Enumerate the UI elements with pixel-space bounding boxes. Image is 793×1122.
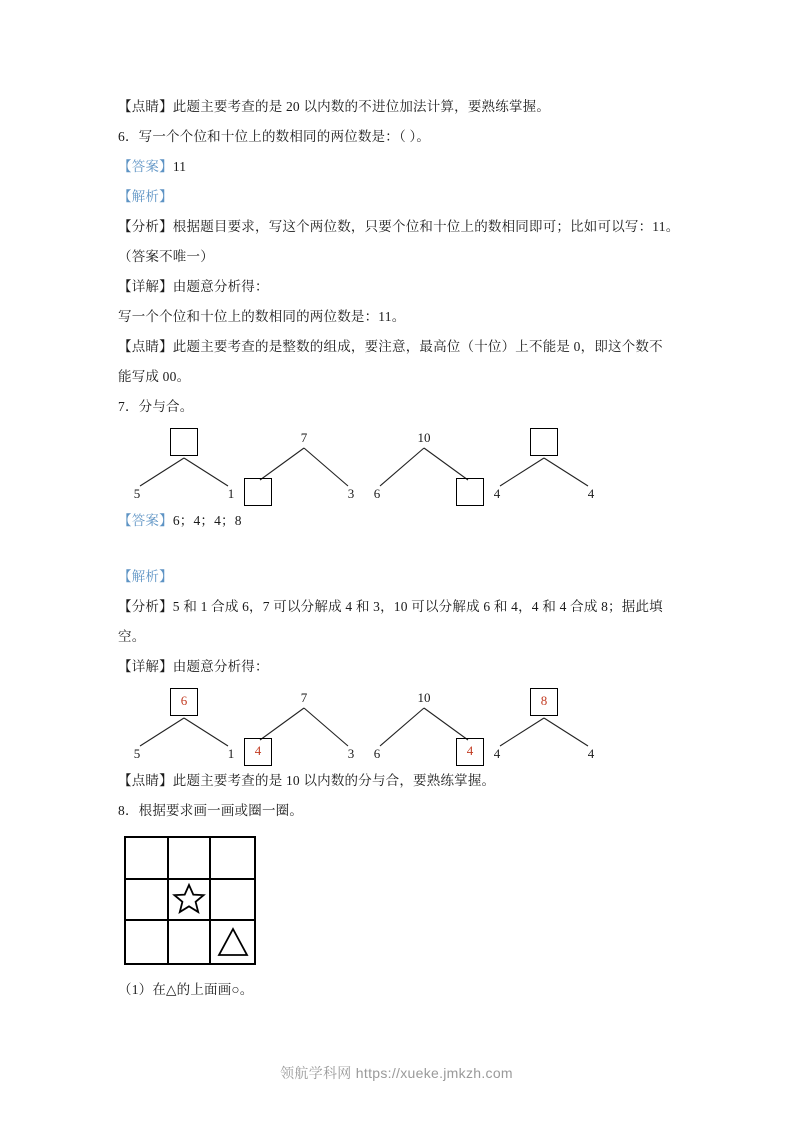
spacer xyxy=(118,536,678,562)
tree-node-top: 7 xyxy=(300,690,308,705)
triangle-icon xyxy=(216,926,250,958)
tree-node-left[interactable] xyxy=(244,478,272,506)
q7-analysis-tag xyxy=(118,562,678,592)
q7-dianjing: 【点睛】此题主要考查的是 10 以内数的分与合，要熟练掌握。 xyxy=(118,773,496,788)
tree-node-left: 5 xyxy=(133,746,141,761)
tree-node-top[interactable]: 6 xyxy=(170,688,198,716)
answer-tag: 【答案】 xyxy=(118,513,173,528)
footer-watermark: 领航学科网 https://xueke.jmkzh.com xyxy=(280,1065,513,1081)
grid-cell[interactable] xyxy=(126,838,169,880)
tree-node-right: 4 xyxy=(587,746,595,761)
tree-node-right: 3 xyxy=(347,746,355,761)
tree-node-top: 7 xyxy=(300,430,308,445)
q6-dianjing-cont: 能写成 00。 xyxy=(118,369,191,384)
tree-node-right: 1 xyxy=(227,746,235,761)
tree-node-top[interactable] xyxy=(170,428,198,456)
document-body xyxy=(118,92,678,1005)
number-tree xyxy=(484,428,604,506)
number-tree xyxy=(244,688,364,766)
q8-sub1: （1）在△的上面画○。 xyxy=(118,982,254,997)
spacer xyxy=(118,965,678,975)
q6-answer-value: 11 xyxy=(172,159,187,174)
q7-answer-line xyxy=(118,506,678,536)
tree-node-right: 1 xyxy=(227,486,235,501)
q6-fenxi: 【分析】根据题目要求，写这个两位数，只要个位和十位上的数相同即可；比如可以写：11。 xyxy=(118,219,680,234)
number-tree xyxy=(244,428,364,506)
tree-node-top[interactable] xyxy=(530,428,558,456)
tree-node-right[interactable]: 4 xyxy=(456,738,484,766)
q7-tree-row-blank xyxy=(118,428,678,506)
grid-cell[interactable] xyxy=(169,838,212,880)
q6-analysis-tag xyxy=(118,182,678,212)
tree-node-left[interactable]: 4 xyxy=(244,738,272,766)
grid-cell-triangle[interactable] xyxy=(211,921,254,963)
number-tree xyxy=(124,688,244,766)
tree-node-left: 6 xyxy=(373,486,381,501)
q6-dianjing: 【点睛】此题主要考查的是整数的组成，要注意，最高位（十位）上不能是 0，即这个数不 xyxy=(118,339,663,354)
q6-xiangjie-body: 写一个个位和十位上的数相同的两位数是：11。 xyxy=(118,309,406,324)
analysis-tag: 【解析】 xyxy=(118,189,173,204)
grid-cell[interactable] xyxy=(169,921,212,963)
tree-node-right[interactable] xyxy=(456,478,484,506)
tree-node-left: 4 xyxy=(493,486,501,501)
grid-cell[interactable] xyxy=(211,838,254,880)
grid-cell-star[interactable] xyxy=(169,880,212,922)
star-icon xyxy=(172,882,206,916)
tree-node-top: 10 xyxy=(417,430,431,445)
grid-cell[interactable] xyxy=(126,880,169,922)
tree-node-left: 4 xyxy=(493,746,501,761)
tree-node-right: 4 xyxy=(587,486,595,501)
q7-stem: 7．分与合。 xyxy=(118,399,194,414)
q7-fenxi: 【分析】5 和 1 合成 6，7 可以分解成 4 和 3，10 可以分解成 6 和 4，4 和 4 合成 8；据此填 xyxy=(118,599,663,614)
grid-cell[interactable] xyxy=(211,880,254,922)
q5-tip-line: 【点睛】此题主要考查的是 20 以内数的不进位加法计算，要熟练掌握。 xyxy=(118,99,551,114)
q8-grid-wrap xyxy=(124,836,256,965)
number-tree xyxy=(364,688,484,766)
q8-stem: 8．根据要求画一画或圈一圈。 xyxy=(118,803,304,818)
q6-stem: 6．写一个个位和十位上的数相同的两位数是：（ ）。 xyxy=(118,129,431,144)
number-tree xyxy=(364,428,484,506)
grid-cell[interactable] xyxy=(126,921,169,963)
q6-xiangjie: 【详解】由题意分析得： xyxy=(118,279,269,294)
analysis-tag: 【解析】 xyxy=(118,569,173,584)
tree-node-top[interactable]: 8 xyxy=(530,688,558,716)
q6-answer-line xyxy=(118,152,678,182)
tree-node-top: 10 xyxy=(417,690,431,705)
tree-node-right: 3 xyxy=(347,486,355,501)
q7-fenxi-cont: 空。 xyxy=(118,629,146,644)
q7-answer-value: 6；4；4；8 xyxy=(172,513,242,528)
q7-xiangjie: 【详解】由题意分析得： xyxy=(118,659,269,674)
shape-grid xyxy=(124,836,256,965)
answer-tag: 【答案】 xyxy=(118,159,173,174)
q7-tree-row-solved xyxy=(118,688,678,766)
number-tree xyxy=(484,688,604,766)
tree-node-left: 6 xyxy=(373,746,381,761)
q6-fenxi-cont: （答案不唯一） xyxy=(118,249,214,264)
number-tree xyxy=(124,428,244,506)
tree-node-left: 5 xyxy=(133,486,141,501)
